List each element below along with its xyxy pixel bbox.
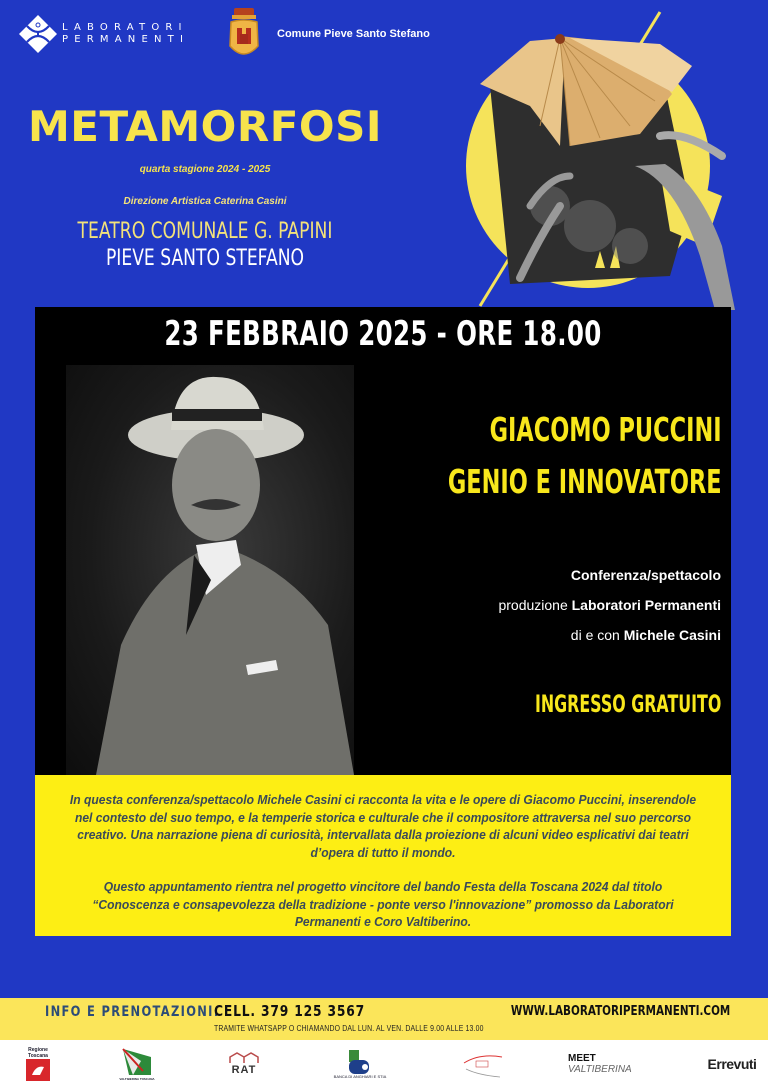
- production-prefix: produzione: [498, 597, 568, 613]
- municipality-name: Comune Pieve Santo Stefano: [277, 28, 430, 40]
- season-label: quarta stagione 2024 - 2025: [139, 164, 271, 175]
- sponsor-label: Toscana: [28, 1053, 48, 1059]
- sponsor-coro-valtiberino: [458, 1044, 508, 1084]
- sponsor-banca-anghiari: [330, 1044, 390, 1084]
- banca-anghiari-logo-icon: [345, 1050, 375, 1074]
- event-description: [69, 791, 698, 931]
- sponsor-label: VALTIBERINA: [568, 1064, 632, 1075]
- wordmark-line2: PERMANENTI: [62, 34, 190, 45]
- contact-hours: TRAMITE WHATSAPP O CHIAMANDO DAL LUN. AL VEN. DALLE 9.00 ALLE 13.00: [214, 1024, 484, 1033]
- sponsor-label: Errevuti: [707, 1056, 757, 1072]
- portrait-figure-icon: [66, 365, 354, 775]
- author-name: Michele Casini: [623, 627, 721, 643]
- valtiberina-logo-icon: [119, 1047, 155, 1077]
- production-company: Laboratori Permanenti: [571, 597, 721, 613]
- regione-toscana-logo-icon: [26, 1059, 50, 1081]
- event-datetime: 23 FEBBRAIO 2025 - ORE 18.00: [164, 314, 602, 354]
- venue-town: PIEVE SANTO STEFANO: [105, 246, 305, 271]
- puccini-portrait: [66, 365, 354, 775]
- info-label: INFO E PRENOTAZIONI:: [45, 1004, 220, 1020]
- description-paragraph-1: In questa conferenza/spettacolo Michele Casini ci racconta la vita e le opere di Giacomo Puccini, inserendole nel contesto del suo tempo, e la temperie storica e culturale che il compositore attraversa nel suo percorso creativo. Una narrazione piena di curiosità, intervallata dalla proiezione di alcuni video esplicativi dai teatri d’opera di tutto il mondo.: [69, 792, 697, 860]
- wordmark-line1: LABORATORI: [62, 22, 188, 33]
- meet-valtiberina-wordmark: [568, 1053, 658, 1075]
- admission-label: INGRESSO GRATUITO: [534, 690, 721, 718]
- sponsor-errevuti: [702, 1044, 762, 1084]
- laboratori-permanenti-logo-icon: [18, 14, 58, 54]
- venue-name: TEATRO COMUNALE G. PAPINI: [77, 219, 333, 244]
- sponsor-regione-toscana: [22, 1044, 54, 1084]
- sponsor-rat: [224, 1044, 264, 1084]
- book-hands-collage-icon: [460, 6, 750, 310]
- event-credits: [498, 560, 721, 650]
- sponsor-label: VALTIBERINA TOSCANA: [119, 1077, 155, 1081]
- laboratori-permanenti-wordmark: [62, 22, 189, 46]
- rat-houses-icon: [228, 1052, 260, 1064]
- sponsor-label: Regione: [28, 1047, 48, 1053]
- sponsor-valtiberina: [116, 1044, 158, 1084]
- artistic-direction: Direzione Artistica Caterina Casini: [123, 196, 287, 207]
- event-title-line1: GIACOMO PUCCINI: [490, 410, 722, 449]
- event-type: Conferenza/spettacolo: [570, 567, 721, 583]
- event-title-line2: GENIO E INNOVATORE: [448, 462, 722, 501]
- sponsor-label: MEET: [568, 1053, 596, 1064]
- website-link[interactable]: WWW.LABORATORIPERMANENTI.COM: [510, 1004, 730, 1019]
- description-paragraph-2: Questo appuntamento rientra nel progetto vincitore del bando Festa della Toscana 2024 dal titolo “Conoscenza e consapevolezza della tradizione - ponte verso l'innovazione” promosso da Laboratori Permanenti e Coro Valtiberino.: [92, 879, 674, 929]
- series-title: METAMORFOSI: [28, 102, 382, 151]
- event-title: [448, 404, 722, 508]
- sponsor-label: BANCA DI ANGHIARI E STIA: [333, 1073, 387, 1079]
- phone-number[interactable]: CELL. 379 125 3567: [214, 1002, 365, 1020]
- author-prefix: di e con: [570, 627, 620, 643]
- municipal-crest-icon: [226, 6, 262, 62]
- coro-valtiberino-logo-icon: [460, 1049, 506, 1079]
- sponsor-label: RAT: [231, 1064, 257, 1076]
- sponsor-meet-valtiberina: [568, 1044, 658, 1084]
